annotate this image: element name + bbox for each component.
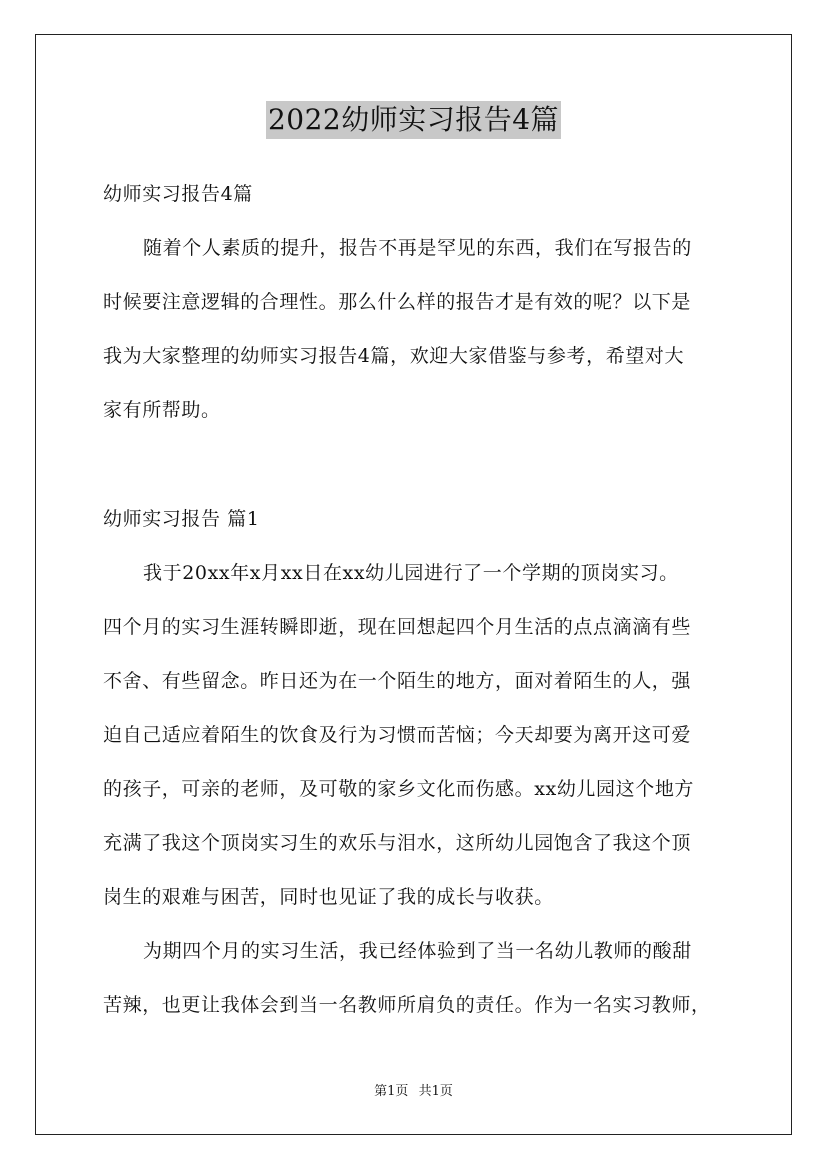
- paragraph-line: 不舍、有些留念。昨日还为在一个陌生的地方，面对着陌生的人，强: [103, 670, 692, 692]
- page-total: 共1页: [418, 1084, 453, 1099]
- page-number: 第1页: [374, 1084, 409, 1099]
- intro-line: 随着个人素质的提升，报告不再是罕见的东西，我们在写报告的: [143, 237, 692, 259]
- paragraph-line: 为期四个月的实习生活，我已经体验到了当一名幼儿教师的酸甜: [143, 940, 692, 962]
- paragraph-line: 苦辣，也更让我体会到当一名教师所肩负的责任。作为一名实习教师，: [103, 994, 711, 1016]
- paragraph-line: 的孩子，可亲的老师，及可敬的家乡文化而伤感。xx幼儿园这个地方: [103, 778, 695, 800]
- paragraph-line: 我于20xx年x月xx日在xx幼儿园进行了一个学期的顶岗实习。: [143, 562, 679, 584]
- section-heading: 幼师实习报告 篇1: [103, 508, 260, 530]
- intro-line: 家有所帮助。: [103, 399, 221, 421]
- intro-line: 我为大家整理的幼师实习报告4篇，欢迎大家借鉴与参考，希望对大: [103, 345, 685, 367]
- intro-line: 时候要注意逻辑的合理性。那么什么样的报告才是有效的呢？以下是: [103, 291, 692, 313]
- title-container: [0, 101, 827, 139]
- page-footer: [0, 1083, 827, 1101]
- document-title: 2022幼师实习报告4篇: [266, 101, 561, 139]
- paragraph-line: 迫自己适应着陌生的饮食及行为习惯而苦恼；今天却要为离开这可爱: [103, 724, 692, 746]
- paragraph-line: 四个月的实习生涯转瞬即逝，现在回想起四个月生活的点点滴滴有些: [103, 616, 692, 638]
- document-subtitle: 幼师实习报告4篇: [103, 183, 253, 205]
- paragraph-line: 充满了我这个顶岗实习生的欢乐与泪水，这所幼儿园饱含了我这个顶: [103, 832, 692, 854]
- paragraph-line: 岗生的艰难与困苦，同时也见证了我的成长与收获。: [103, 886, 554, 908]
